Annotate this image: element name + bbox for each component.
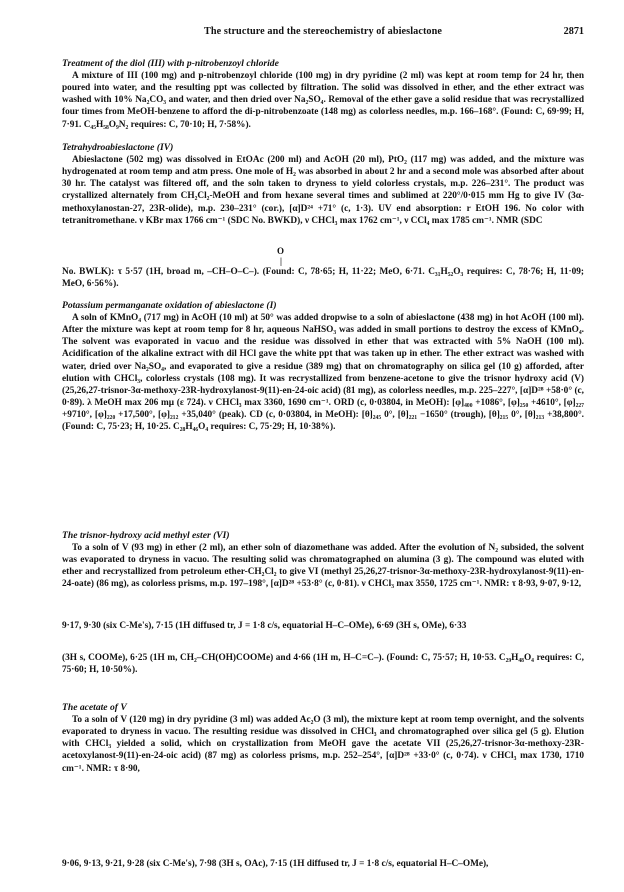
section-methyl-ester bbox=[62, 530, 584, 591]
document-page bbox=[62, 0, 584, 892]
structure-oxygen-mark: O bbox=[277, 246, 285, 256]
section-body: A mixture of III (100 mg) and p-nitrobenzoyl chloride (100 mg) in dry pyridine (2 ml) was kept at room temp for 24 hr, then poured into water, and the resulting ppt was collected by filtration. The solid was dissolved in ether, and the ether extract was washed with 10% Na₂CO₃ and water, and then dried over Na₂SO₄. Removal of the ether gave a solid residue that was recrystallized four times from MeOH-benzene to afford the di-p-nitrobenzoate (148 mg) as colorless needles, m.p. 166–168°. (Found: C, 69·99; H, 7·91. C₄₅H₅₈O₉N₂ requires: C, 70·10; H, 7·58%). bbox=[62, 71, 584, 130]
section-body: To a soln of V (120 mg) in dry pyridine (3 ml) was added Ac₂O (3 ml), the mixture kept at room temp overnight, and the solvents evaporated to dryness in vacuo. The resulting residue was dissolved in CHCl₃ and chromatographed over silica gel (5 g). Elution with CHCl₃ yielded a solid, which on crystallization from MeOH gave the acetate VII (25,26,27-trisnor-3α-methoxy-23R-acetoxylanost-9(11)-en-24-oic acid) (87 mg) as colorless prisms, m.p. 252–254°, [α]D²⁸ +33·0° (c, 0·74). ν CHCl₃ max 1730, 1710 cm⁻¹. NMR: τ 8·90, bbox=[62, 715, 584, 774]
section-body: (3H s, COOMe), 6·25 (1H m, CH₂–CH(OH)COOMe) and 4·66 (1H m, H–C=C–). (Found: C, 75·57; H, 10·53. C₂₉H₄₈O₄ requires: C, 75·60; H, 10·50%). bbox=[62, 653, 584, 676]
section-heading: Potassium permanganate oxidation of abieslactone (I) bbox=[62, 300, 277, 311]
section-body: To a soln of V (93 mg) in ether (2 ml), an ether soln of diazomethane was added. After the evolution of N₂ subsided, the solvent was evaporated to dryness in vacuo. The resulting solid was chromatographed on alumina (3 g). The compound was eluted with ether and recrystallized from petroleum ether-CH₂Cl₂ to give VI (methyl 25,26,27-trisnor-3α-methoxy-23R-hydroxylanost-9(11)-en-24-oate) (86 mg), as colorless prisms, m.p. 197–198°, [α]D²⁸ +53·8° (c, 0·81). ν CHCl₃ max 3550, 1725 cm⁻¹. NMR: τ 8·93, 9·07, 9·12, bbox=[62, 543, 584, 590]
section-body: Abieslactone (502 mg) was dissolved in EtOAc (200 ml) and AcOH (20 ml), PtO₂ (117 mg) was added, and the mixture was hydrogenated at room temp and atm press. One mole of H₂ was absorbed in about 2 hr and a second mole was absorbed after about 30 hr. The catalyst was filtered off, and the soln taken to dryness to yield colorless crystals, m.p. 226–231°. The product was crystallized alternately from CH₂Cl₂-MeOH and from hexane several times and sublimed at 220°/0·015 mm Hg to give IV (3α-methoxylanostan-27, 23R-olide), m.p. 230–231° (cor.), [α]D²⁴ +71° (c, 1·3). UV end absorption: r EtOH 196. No color with tetranitromethane. ν KBr max 1766 cm⁻¹ (SDC No. BWKD), ν CHCl₃ max 1762 cm⁻¹, ν CCl₄ max 1785 cm⁻¹. NMR (SDC bbox=[62, 155, 584, 226]
section-methyl-ester-nmr bbox=[62, 620, 584, 632]
section-acetate bbox=[62, 702, 584, 775]
section-acetate-nmr bbox=[62, 858, 584, 870]
section-heading: The trisnor-hydroxy acid methyl ester (VI) bbox=[62, 530, 230, 541]
section-tetrahydro-continuation bbox=[62, 266, 584, 290]
section-body: 9·06, 9·13, 9·21, 9·28 (six C-Me's), 7·98 (3H s, OAc), 7·15 (1H diffused tr, J = 1·8 c/s, equatorial H–C–OMe), bbox=[62, 859, 489, 869]
section-heading: Treatment of the diol (III) with p-nitrobenzoyl chloride bbox=[62, 58, 279, 69]
section-kmno4-oxidation bbox=[62, 300, 584, 434]
structure-bond-mark: | bbox=[280, 256, 282, 266]
section-heading: The acetate of V bbox=[62, 702, 127, 713]
section-body: No. BWLK): τ 5·57 (1H, broad m, –CH–O–C–). (Found: C, 78·65; H, 11·22; MeO, 6·71. C₃₁H₅₂O₃ requires: C, 78·76; H, 11·09; MeO, 6·56%). bbox=[62, 267, 584, 290]
section-body: 9·17, 9·30 (six C-Me's), 7·15 (1H diffused tr, J = 1·8 c/s, equatorial H–C–OMe), 6·69 (3H s, OMe), 6·33 bbox=[62, 621, 467, 631]
section-nitrobenzoyl bbox=[62, 58, 584, 131]
running-head bbox=[62, 26, 584, 42]
section-tetrahydroabieslactone bbox=[62, 142, 584, 227]
page-number: 2871 bbox=[563, 26, 584, 37]
section-methyl-ester-analysis bbox=[62, 652, 584, 676]
section-body: A soln of KMnO₄ (717 mg) in AcOH (10 ml) at 50° was added dropwise to a soln of abieslactone (438 mg) in hot AcOH (100 ml). After the mixture was kept at room temp for 8 hr, aqueous NaHSO₃ was added in small portions to destroy the excess of KMnO₄. The solvent was evaporated in vacuo and the residue was dissolved in ether that was extracted with 5% NaOH (100 ml). Acidification of the alkaline extract with dil HCl gave the white ppt that was taken up in ether. The ether extract was washed with water, dried over Na₂SO₄, and evaporated to give a residue (389 mg) that on chromatography on silica gel (10 g) afforded, after elution with CHCl₃, colorless crystals (108 mg). It was recrystallized from benzene-acetone to give the trisnor hydroxy acid (V) (25,26,27-trisnor-3α-methoxy-23R-hydroxylanost-9(11)-en-24-oic acid) (81 mg), as colorless needles, m.p. 225–227°, [α]D²⁸ +58·0° (c, 0·89). λ MeOH max 206 mμ (ε 724). ν CHCl₃ max 3360, 1690 cm⁻¹. ORD (c, 0·03804, in MeOH): [φ]₄₀₀ +1086°, [φ]₂₅₀ +4610°, [φ]₂₂₇ +9710°, [φ]₂₂₀ +17,500°, [φ]₂₁₂ +35,040° (peak). CD (c, 0·03804, in MeOH): [θ]₂₄₅ 0°, [θ]₂₂₁ −1650° (trough), [θ]₂₁₅ 0°, [θ]₂₁₃ +38,800°. (Found: C, 75·23; H, 10·25. C₂₈H₄₆O₄ requires: C, 75·29; H, 10·38%). bbox=[62, 313, 584, 433]
running-title: The structure and the stereochemistry of abieslactone bbox=[203, 26, 443, 37]
section-heading: Tetrahydroabieslactone (IV) bbox=[62, 142, 174, 153]
